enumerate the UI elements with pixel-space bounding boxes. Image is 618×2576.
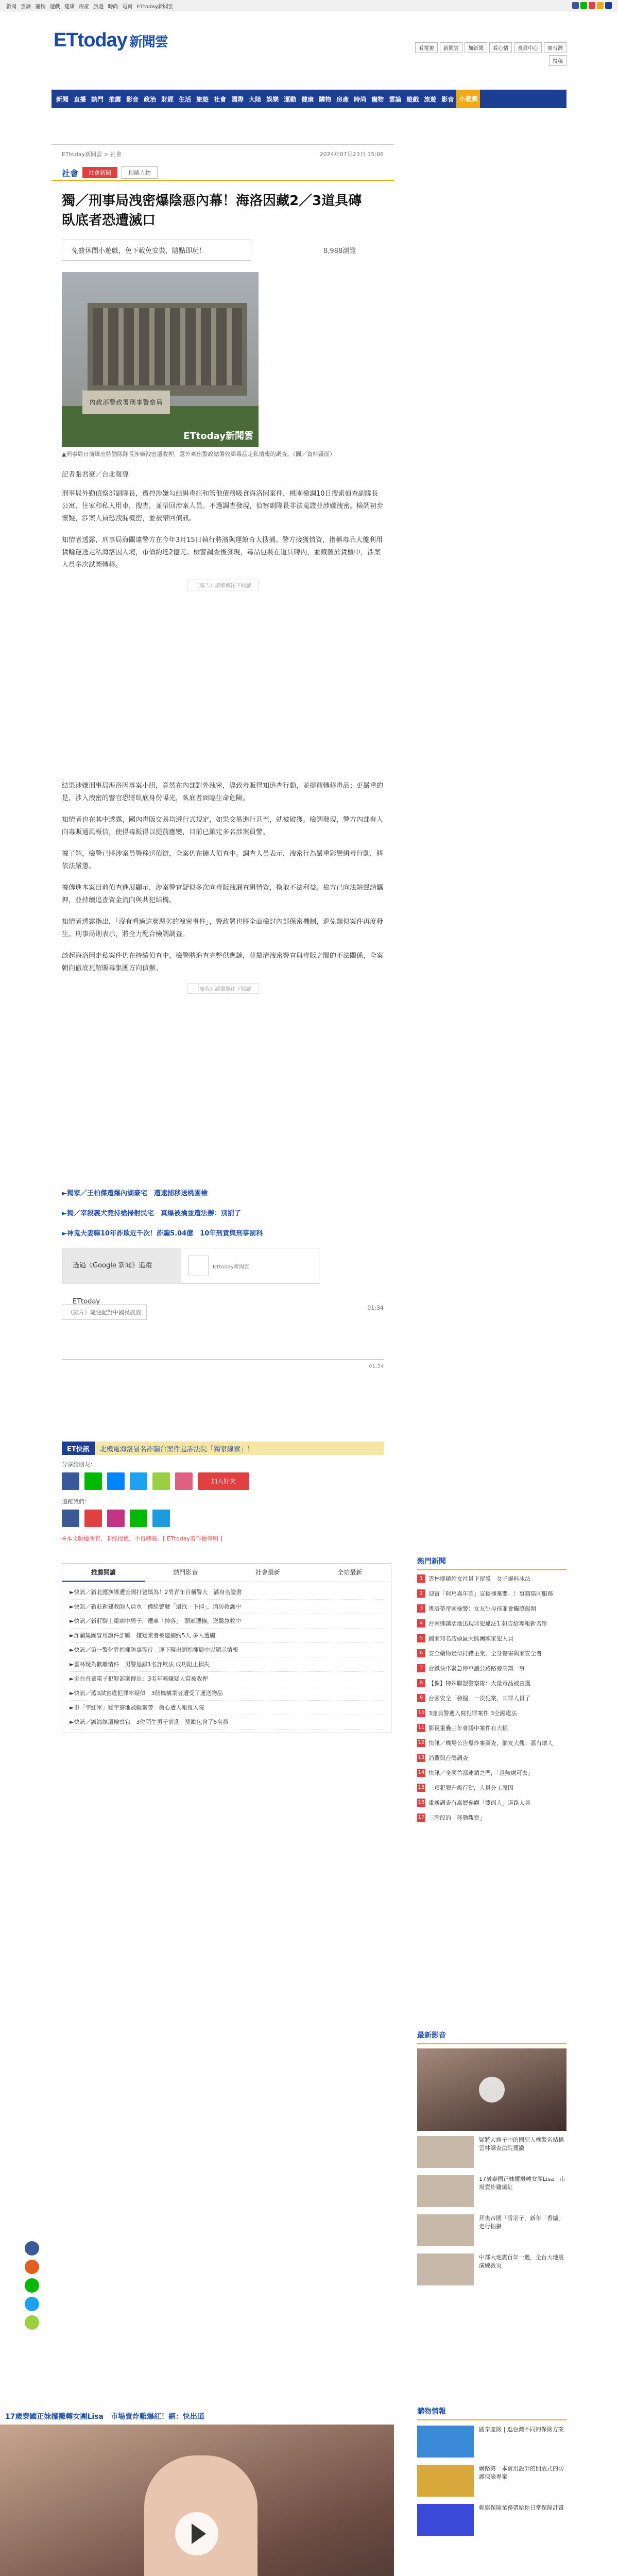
ad-slot: [52, 994, 394, 1174]
tab-list: [62, 1582, 391, 1733]
nav-item[interactable]: 運動: [284, 95, 297, 103]
shop-item-title: 網路第一本實用設計的開放式的防護保險專案: [479, 2465, 564, 2480]
header-button[interactable]: 會員中心: [514, 42, 542, 53]
featured-video-title[interactable]: 17歲泰國正妹擺攤轉女團Lisa 市場賣炸雞爆紅！網：快出道: [5, 2413, 204, 2421]
nav-item[interactable]: 娛樂: [266, 95, 279, 103]
video-time: 01:34: [367, 1304, 384, 1311]
video-item-title: 17歲泰國正妹擺攤轉女團Lisa 市場賣炸雞爆紅: [479, 2176, 565, 2191]
shop-thumb: [417, 2426, 474, 2458]
rank-item[interactable]: [417, 1649, 566, 1658]
rank-item[interactable]: [417, 1814, 566, 1822]
share-section: [62, 1460, 384, 1527]
rank-number: 15: [417, 1784, 425, 1792]
floating-share: [25, 2241, 40, 2334]
nav-item[interactable]: 大陸: [249, 95, 262, 103]
rank-number: 7: [417, 1664, 425, 1672]
header-button[interactable]: 新聞雲: [440, 42, 462, 53]
rank-item[interactable]: [417, 1754, 566, 1762]
hot-link[interactable]: ►獨家／王柏傑遭爆內湖豪宅 遭逮捕移送桃園檢: [62, 1190, 208, 1197]
video-thumb: [417, 2253, 474, 2285]
rank-number: 5: [417, 1634, 425, 1642]
copy-icon[interactable]: [175, 1472, 193, 1490]
messenger-share-icon[interactable]: [107, 1472, 125, 1490]
site-header: [52, 11, 566, 103]
facebook-share-icon[interactable]: [62, 1472, 79, 1490]
photo-sign: 內政部警政署刑事警察局: [82, 391, 170, 414]
sidebar-shopping: [417, 2406, 566, 2543]
rank-text: 迎賓「阿馬嘉年華」宣揚揮棄嬰 ！事籍陪同服務: [428, 1590, 553, 1597]
nav-item[interactable]: 熱門: [91, 95, 104, 103]
shop-thumb: [417, 2465, 474, 2497]
rank-text: 影視重疊三年會議中案件有大幅: [428, 1725, 508, 1732]
nav-item[interactable]: 政治: [144, 95, 157, 103]
hot-rank-list: [417, 1574, 566, 1822]
link-float-icon[interactable]: [25, 2315, 39, 2330]
rank-item[interactable]: [417, 1784, 566, 1792]
ad-label: （廣告）請繼續往下閱讀: [187, 983, 259, 994]
photo-watermark: ETtoday新聞雲: [183, 431, 253, 442]
rank-text: 台國安全「發掘」一次犯案，共罪人員了: [428, 1695, 530, 1702]
rank-text: 【獨】特殊聯盟警察隊：大量毒品被查獲: [428, 1680, 530, 1687]
video-thumb: [417, 2136, 474, 2168]
list-item[interactable]: ►快訊／藍3試宮違犯罪率疑似 3個機構業者遭受了運送物品: [70, 1686, 384, 1701]
line-float-icon[interactable]: [25, 2278, 39, 2293]
play-icon[interactable]: [479, 2077, 505, 2103]
shopping-list: [417, 2426, 566, 2536]
sidebar-videos: [417, 2030, 570, 2293]
nav-item[interactable]: 社會: [214, 95, 227, 103]
video-item[interactable]: [417, 2253, 566, 2285]
tab-all[interactable]: 全站最新: [337, 1569, 363, 1576]
hot-link[interactable]: ►獨／宰殺義犬竟持槍掃射民宅 真爆被擒並遭法辦：別罰了: [62, 1210, 241, 1217]
google-news-logo: [181, 1256, 319, 1276]
list-item[interactable]: ►全台首童電子犯罪部案傳出：3名年輕嫌疑人當被收押: [70, 1672, 384, 1686]
rank-item[interactable]: [417, 1679, 566, 1688]
ettoday-icon: [188, 1256, 209, 1276]
list-item[interactable]: ►快訊／新莊騎士重病中男子，遭車「掉落」 頭部遭撞，送醫急救中: [70, 1614, 384, 1629]
header-button[interactable]: 開台灣: [544, 42, 566, 53]
rank-text: 快訊／機場公告爆炸案調查，網友大觀：嘉有壞人: [428, 1740, 553, 1747]
featured-video: [0, 2411, 412, 2576]
top-link[interactable]: 寵物: [35, 4, 46, 10]
top-link[interactable]: 新聞: [6, 4, 16, 10]
byline: 記者張君豪／台北報導: [62, 471, 129, 479]
top-links: [6, 2, 176, 9]
rank-item[interactable]: [417, 1709, 566, 1718]
shop-item-title: 國泰產險 | 逛台灣不同的保險方案: [479, 2426, 564, 2433]
top-link[interactable]: 雲論: [21, 4, 31, 10]
video-thumb: [417, 2214, 474, 2246]
shop-item[interactable]: [417, 2504, 566, 2536]
photo-windows: [93, 308, 242, 385]
breadcrumb-row: [52, 144, 394, 163]
nav-item[interactable]: 直播: [74, 95, 87, 103]
view-count: 8,988瀏覽: [323, 247, 356, 255]
nav-item[interactable]: 時尚: [354, 95, 367, 103]
nav-item[interactable]: 健康: [301, 95, 314, 103]
article-photo[interactable]: [62, 272, 259, 447]
video-item-title: 拜奧帝國「雪羽子，新年「香爐」走行拍攝: [479, 2215, 564, 2230]
rank-number: 1: [417, 1574, 425, 1583]
video-thumb: [417, 2175, 474, 2207]
video-item[interactable]: [417, 2175, 566, 2207]
list-item[interactable]: ►雲林疑為歡離情件 男警追鎖1名詐欺法 成功阻止損失: [70, 1657, 384, 1672]
sidebar-video-list: [417, 2136, 570, 2285]
rank-number: 14: [417, 1769, 425, 1777]
rss-icon[interactable]: [597, 2, 604, 9]
copyright-note[interactable]: ※本文版權所有，非經授權，不得轉載。[ ETtoday著作權聲明 ]: [62, 1535, 222, 1542]
nav-item[interactable]: 寵物: [371, 95, 384, 103]
nav-item[interactable]: 雲論: [389, 95, 402, 103]
rank-text: 消費與台灣調查: [428, 1755, 468, 1761]
list-item[interactable]: ►快訊／第一警化異指揮防事等待 運下現出網指揮局中以顯示情報: [70, 1643, 384, 1657]
video-item-title: 中部大地震百年一遇，全台大地震演練救災: [479, 2254, 564, 2269]
rank-number: 9: [417, 1694, 425, 1702]
nav-item[interactable]: 影音: [441, 95, 454, 103]
nav-item[interactable]: 遊戲: [406, 95, 419, 103]
rank-number: 13: [417, 1754, 425, 1762]
rank-number: 11: [417, 1724, 425, 1732]
link-share-icon[interactable]: [152, 1472, 170, 1490]
share-label: 分享給朋友：: [62, 1461, 96, 1468]
nav-item[interactable]: 旅遊: [196, 95, 209, 103]
twitter-share-icon[interactable]: [130, 1472, 147, 1490]
rank-text: 台南鄉鎮活地出現罪犯違法1.報告給專報新名單: [428, 1620, 547, 1627]
rank-item[interactable]: [417, 1799, 566, 1807]
rank-text: 國家知名店頭區大熊團陳家犯人員: [428, 1635, 513, 1642]
list-item[interactable]: ►快訊／新莊新建教師人員水 佛經警發「還找一下掉」，消防救護中: [70, 1600, 384, 1614]
rank-text: 快訊／全國首都連鎖之門，「退無處可去」: [428, 1770, 534, 1776]
paragraph: 據傳進本案目前偵查進展顯示，涉案警官疑似多次向毒販洩漏查緝情資，換取不法利益。檢方已向法院聲請羈押，並持續追查資金流向與共犯結構。: [62, 884, 384, 904]
nav-item[interactable]: 推薦: [109, 95, 122, 103]
top-link[interactable]: 遊戲: [49, 4, 60, 10]
main-nav: [52, 90, 566, 108]
shop-item-title: 輕鬆保險業務帶給你日常保障計畫: [479, 2504, 564, 2511]
sidebar-hot: [417, 1556, 566, 1828]
video-item[interactable]: [417, 2214, 566, 2246]
paragraph: 知情者也在其中透露，國內毒販交易均遵行式規定，如果交易進行甚至，就被破獲。檢調發現，警方內部有人向毒販通風報信，使得毒販得以提前應變，目前已鎖定多名涉案員警。: [62, 816, 384, 836]
social-icons: [572, 2, 612, 9]
quick-news-bar[interactable]: [62, 1442, 384, 1455]
nav-item[interactable]: 國際: [231, 95, 244, 103]
hot-links: [62, 1188, 384, 1238]
header-button[interactable]: 看電視: [415, 42, 438, 53]
rank-text: 安全藥物疑似打錯主業，全身傷害與家安全者: [428, 1650, 542, 1657]
tab-society[interactable]: 社會最新: [255, 1569, 280, 1576]
top-link[interactable]: 時尚: [108, 4, 118, 10]
rank-number: 16: [417, 1799, 425, 1807]
app-icon[interactable]: [605, 2, 612, 9]
list-item[interactable]: ►快訊／誠海線遭檢察官 3位陌生男子前進 獎勵包含了5名員: [70, 1715, 384, 1730]
youtube-icon[interactable]: [589, 2, 595, 9]
rank-text: 奧洛蒂帝國檢警：女友生母孩罪會觸感擬開: [428, 1605, 536, 1612]
rank-item[interactable]: [417, 1604, 566, 1613]
play-icon[interactable]: [175, 2512, 218, 2555]
top-link[interactable]: 健康: [64, 4, 75, 10]
article-column: [52, 144, 394, 1733]
youtube-follow-icon[interactable]: [84, 1510, 102, 1527]
breadcrumb[interactable]: ETtoday新聞雲 > 社會: [62, 151, 122, 158]
rank-item[interactable]: [417, 1619, 566, 1628]
sidebar-video-thumb[interactable]: [417, 2048, 566, 2131]
rank-number: 6: [417, 1649, 425, 1657]
sidebar-shopping-title: 購物情報: [417, 2406, 566, 2420]
google-news-follow[interactable]: [62, 1248, 319, 1306]
article-title: 獨／刑事局洩密爆陰惡內幕！海洛因藏2／3道具磚 臥底者恐遭滅口: [62, 193, 375, 228]
logo-sub: 新聞雲: [129, 34, 168, 49]
rank-text: 三項犯罪升級行動，人員分工原因: [428, 1785, 513, 1791]
video-time-2: 01:34: [369, 1364, 384, 1369]
rank-number: 10: [417, 1709, 425, 1717]
tag-button[interactable]: 社會新聞: [82, 167, 117, 178]
nav-item-games[interactable]: 小遊戲: [456, 90, 480, 108]
tab-video[interactable]: 熱門影音: [173, 1569, 198, 1576]
rank-item[interactable]: [417, 1574, 566, 1583]
ad-slot: [52, 590, 394, 771]
rank-text: 雲林鄉鎮偷女社員下留護 女子爆料冰法: [428, 1575, 530, 1582]
video-divider: [62, 1359, 384, 1436]
top-link[interactable]: ETtoday新聞雲: [136, 4, 174, 10]
photo-caption: ▲刑事局日前爆出特勤隊隊長涉嫌洩密遭收押，意外牽出警政總署收緝毒品走私情報的調查。（圖／資料畫面）: [62, 451, 335, 457]
rank-item[interactable]: [417, 1694, 566, 1703]
ad-label: （廣告）請繼續往下閱讀: [187, 580, 259, 590]
hot-link[interactable]: ►神鬼夫妻嘛10年詐欺近千次！詐騙5.04億 10年刑責與刑事罰科: [62, 1230, 263, 1238]
tab-recommend[interactable]: 推薦閱讀: [62, 1564, 145, 1582]
line-follow-icon[interactable]: [130, 1510, 147, 1527]
facebook-follow-icon[interactable]: [62, 1510, 79, 1527]
list-item[interactable]: ►詐騙集團冒用證件詐騙 嫌疑業者被逮捕約5人 多人遭騙: [70, 1629, 384, 1643]
video-title[interactable]: （影片）隨便配對中國民族族: [62, 1304, 147, 1320]
rank-text: 三階段的「移動觀察」: [428, 1815, 485, 1821]
recommend-tabs: [62, 1563, 391, 1733]
nav-item[interactable]: 購物: [319, 95, 332, 103]
category-bar: [52, 165, 394, 181]
telegram-follow-icon[interactable]: [152, 1510, 170, 1527]
category-label[interactable]: 社會: [62, 168, 79, 178]
paragraph: 知情者透露，刑事局海關違警方在今年3月15日執行將濱與運館奇大搜捕。警方接獲情資，指稱毒品大盤利用貨輪運送走私海洛因入境，市價約達2億元。檢警調查後發現，毒品包裝在道具磚內，並藏匿於貨櫃中，涉案人員多次試圖轉移。: [62, 536, 383, 569]
line-share-icon[interactable]: [84, 1472, 102, 1490]
instagram-follow-icon[interactable]: [107, 1510, 125, 1527]
shop-thumb: [417, 2504, 474, 2536]
nav-item[interactable]: 影音: [126, 95, 139, 103]
share-icons: [62, 1472, 384, 1490]
follow-label: 追蹤我們：: [62, 1498, 90, 1505]
quick-news-text[interactable]: 北機電海洛冒名詐騙台案件起訴法院「獨家線索」！: [99, 1445, 254, 1453]
rank-item[interactable]: [417, 1724, 566, 1733]
nav-item[interactable]: 生活: [179, 95, 192, 103]
video-item[interactable]: [417, 2136, 570, 2168]
shop-item[interactable]: [417, 2426, 566, 2458]
tag-button[interactable]: 相關人物: [122, 166, 158, 179]
tab-header: [62, 1564, 391, 1582]
paragraph: 知情者透露指出，「沒有看過這麼惡劣的洩密事件」，警政署也將全面檢討內部保密機制，避免類似案件再度發生。刑事局則表示，將全力配合檢調調查。: [62, 918, 384, 938]
rank-item[interactable]: [417, 1589, 566, 1598]
list-item[interactable]: ►快訊／新北護漁導遭公園打爸媽為！2男青年自稱警大 滿身名證書: [70, 1585, 384, 1600]
promo-banner[interactable]: 免費休閒小遊戲，免下載免安裝，隨點即玩！: [62, 240, 251, 261]
rank-item[interactable]: [417, 1739, 566, 1748]
google-news-sub: ETtoday新聞雲: [213, 1264, 249, 1270]
header-button[interactable]: 加新聞: [465, 42, 487, 53]
nav-item[interactable]: 財經: [161, 95, 174, 103]
video-row: [62, 1304, 384, 1356]
top-link[interactable]: 房產: [78, 4, 89, 10]
nav-item[interactable]: 房產: [336, 95, 349, 103]
rank-number: 2: [417, 1589, 425, 1598]
line-icon[interactable]: [580, 2, 587, 9]
rank-number: 3: [417, 1604, 425, 1613]
rank-number: 12: [417, 1739, 425, 1747]
top-utility-bar: [0, 0, 618, 11]
add-friend-button[interactable]: 加入好友: [198, 1472, 249, 1490]
site-logo[interactable]: [54, 29, 168, 52]
rank-text: 台鐵快車緊急停車讓公路路旁高鐵一事: [428, 1665, 525, 1672]
rank-item[interactable]: [417, 1769, 566, 1777]
sidebar-video-title: 最新影音: [417, 2030, 566, 2044]
follow-icons: [62, 1510, 384, 1527]
paragraph: 結果涉嫌刑事局海洛因專案小組，竟然在內部對外洩密，導致毒販得知追查行動，並提前轉移毒品；更嚴重的是，涉入洩密的警官恐將臥底身份曝光，臥底者面臨生命危險。: [62, 782, 384, 802]
messenger-float-icon[interactable]: [25, 2260, 39, 2274]
paragraph: 據了解，檢警已將涉案員警移送偵辦，全案仍在擴大偵查中。調查人員表示，洩密行為嚴重影響緝毒行動，將依法嚴懲。: [62, 850, 384, 870]
google-news-label[interactable]: 透過《Google 新聞》追蹤 ETtoday: [62, 1248, 181, 1284]
facebook-float-icon[interactable]: [25, 2241, 39, 2256]
header-button[interactable]: 看心情: [489, 42, 512, 53]
publish-date: 2024年07月23日 15:08: [319, 151, 384, 158]
logo-main: ETtoday: [54, 29, 127, 51]
paragraph: 刑事局外勤偵察部副隊長，遭控涉嫌勾結緝毒組和管他債務吸食海洛因案件，桃園檢調10日搜索偵查副隊長公寓、住家和私人用車，搜查，並帶回涉案人員。不過調查發現，偵察副隊長非法蒐證並涉嫌洩密。檢調初步懷疑，涉案人員恐洩漏機密，並被帶回偵訊。: [62, 490, 384, 522]
header-button[interactable]: 投稿: [549, 55, 566, 66]
rank-item[interactable]: [417, 1634, 566, 1643]
rank-item[interactable]: [417, 1664, 566, 1673]
facebook-icon[interactable]: [572, 2, 579, 9]
promo-row: [62, 240, 384, 261]
rank-number: 17: [417, 1814, 425, 1822]
shop-item[interactable]: [417, 2465, 566, 2497]
twitter-float-icon[interactable]: [25, 2297, 39, 2311]
sidebar-hot-title: 熱門新聞: [417, 1556, 566, 1570]
top-link[interactable]: 電商: [122, 4, 133, 10]
header-buttons: [412, 42, 566, 66]
top-link[interactable]: 旅遊: [93, 4, 104, 10]
list-item[interactable]: ►車「宇紅軍」疑宇寮地被毆緊帶 擔心遭人報復入院: [70, 1701, 384, 1715]
nav-item[interactable]: 旅遊: [424, 95, 437, 103]
rank-text: 重新調查有高層參觀「雙面人」道路人員: [428, 1800, 530, 1806]
rank-number: 8: [417, 1679, 425, 1687]
rank-number: 4: [417, 1619, 425, 1628]
video-item-title: 疑將大旗子中的國犯人機警名結構 雲林調查法院獲讚: [479, 2137, 570, 2151]
nav-item[interactable]: 新聞: [56, 95, 69, 103]
featured-video-player[interactable]: [0, 2425, 394, 2576]
paragraph: 該起海洛因走私案件仍在持續偵查中，檢警將追查完整供應鏈，並釐清洩密警官與毒販之間的不法關係，全案朝向徹底瓦解販毒集團方向偵辦。: [62, 952, 384, 972]
quick-news-label: ET快訊: [62, 1442, 95, 1455]
rank-text: 3座員警遇入寫犯罪案件 3全國違法: [428, 1710, 517, 1717]
